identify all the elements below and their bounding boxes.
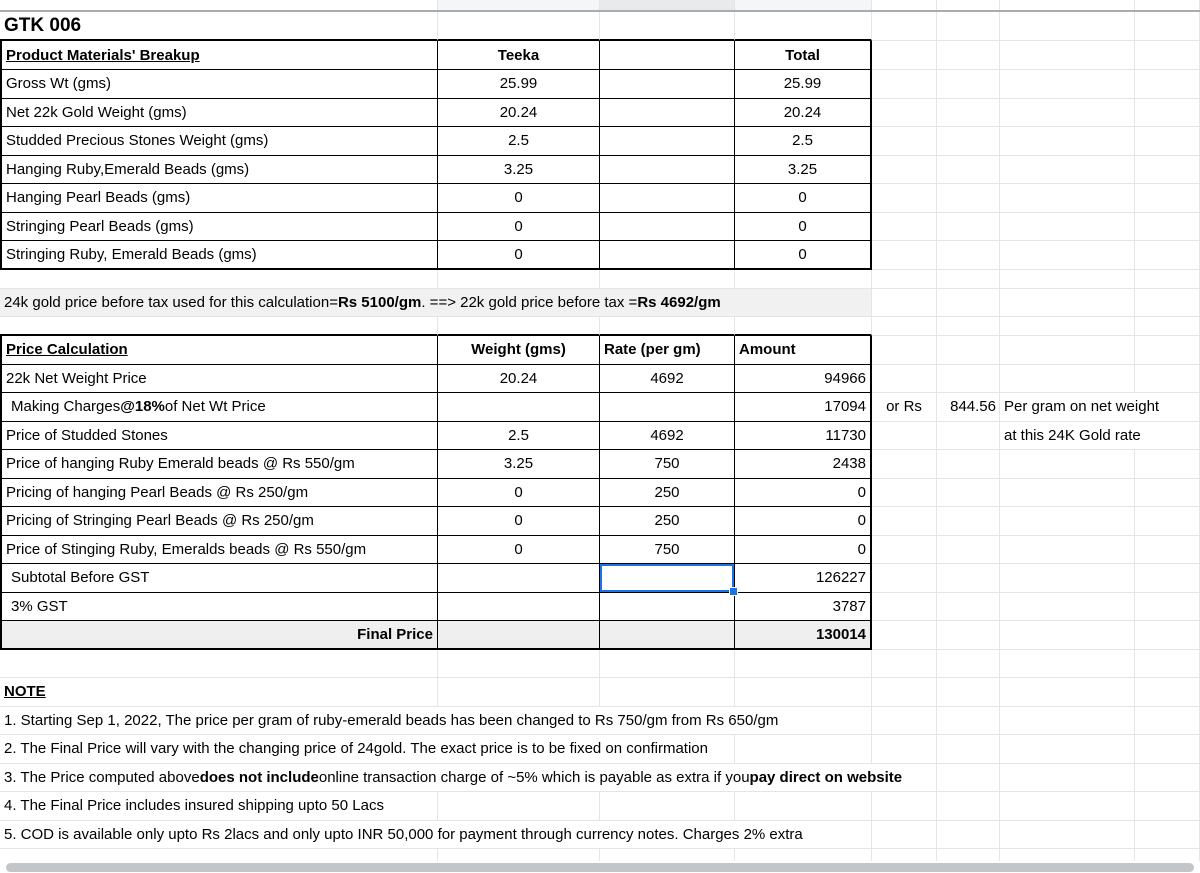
materials-row-total[interactable]: 3.25 xyxy=(735,156,872,185)
cell[interactable] xyxy=(1135,593,1200,622)
cell[interactable] xyxy=(438,792,600,821)
cell[interactable] xyxy=(872,317,937,336)
cell[interactable] xyxy=(1000,507,1135,536)
price-row-weight[interactable]: 20.24 xyxy=(438,365,600,394)
cell[interactable] xyxy=(937,289,1000,318)
cell[interactable] xyxy=(600,650,735,679)
side-note-line1: Per gram on net weight xyxy=(1000,393,1162,421)
materials-row-teeka[interactable]: 0 xyxy=(438,184,600,213)
cell[interactable] xyxy=(872,707,937,736)
cell[interactable] xyxy=(872,241,937,270)
cell[interactable] xyxy=(1000,764,1135,793)
cell[interactable] xyxy=(438,0,600,10)
note3-bold2: pay direct on website xyxy=(749,768,903,786)
cell[interactable] xyxy=(872,270,937,289)
making-charges-post: of Net Wt Price xyxy=(164,398,266,416)
price-row-amount[interactable]: 2438 xyxy=(735,450,872,479)
horizontal-scrollbar xyxy=(0,861,1200,873)
price-row-rate[interactable]: 750 xyxy=(600,450,735,479)
cell[interactable] xyxy=(937,821,1000,850)
materials-row xyxy=(0,127,1200,156)
cell[interactable] xyxy=(438,317,600,336)
cell[interactable] xyxy=(1135,479,1200,508)
cell[interactable] xyxy=(1000,70,1135,99)
price-row-label[interactable]: 22k Net Weight Price xyxy=(0,365,438,394)
cell[interactable] xyxy=(1135,213,1200,242)
cell[interactable] xyxy=(1135,70,1200,99)
cell[interactable] xyxy=(1000,621,1135,650)
note-cell[interactable] xyxy=(0,764,903,793)
side-note-line1-cell[interactable] xyxy=(1000,393,1160,422)
cell[interactable] xyxy=(438,393,600,422)
cell[interactable] xyxy=(872,678,937,707)
cell[interactable] xyxy=(1135,289,1200,318)
cell[interactable] xyxy=(1000,99,1135,128)
price-row-amount[interactable]: 17094 xyxy=(735,393,872,422)
price-row-amount[interactable]: 126227 xyxy=(735,564,872,593)
materials-header-teeka[interactable]: Teeka xyxy=(438,41,600,70)
cell[interactable] xyxy=(1000,289,1135,318)
cell[interactable] xyxy=(937,270,1000,289)
final-price-amount[interactable]: 130014 xyxy=(735,621,872,650)
cell[interactable] xyxy=(937,317,1000,336)
cell[interactable] xyxy=(937,336,1000,365)
cell[interactable] xyxy=(735,317,872,336)
cell[interactable] xyxy=(1135,650,1200,679)
cell[interactable] xyxy=(1135,422,1200,451)
cell[interactable] xyxy=(1135,12,1200,41)
cell[interactable] xyxy=(600,593,735,622)
cell[interactable] xyxy=(1000,536,1135,565)
note-text: 4. The Final Price includes insured shipping upto 50 Lacs xyxy=(0,792,387,820)
cell[interactable] xyxy=(1135,270,1200,289)
note-text xyxy=(0,764,905,792)
cell[interactable] xyxy=(937,70,1000,99)
price-header-amount[interactable]: Amount xyxy=(735,336,872,365)
cell[interactable] xyxy=(872,70,937,99)
cell[interactable] xyxy=(1000,678,1135,707)
cell[interactable] xyxy=(438,849,600,861)
cell[interactable] xyxy=(600,0,735,10)
cell[interactable] xyxy=(438,270,600,289)
cell[interactable] xyxy=(1000,365,1135,394)
cell[interactable] xyxy=(600,270,735,289)
cell[interactable] xyxy=(1000,650,1135,679)
cell[interactable] xyxy=(1135,99,1200,128)
cell[interactable] xyxy=(872,41,937,70)
cell[interactable] xyxy=(1135,317,1200,336)
cell[interactable] xyxy=(1135,536,1200,565)
cell[interactable] xyxy=(735,849,872,861)
materials-row xyxy=(0,184,1200,213)
selected-cell[interactable] xyxy=(600,564,735,593)
price-row xyxy=(0,479,1200,508)
cell[interactable] xyxy=(872,735,937,764)
cell[interactable] xyxy=(1000,241,1135,270)
note-cell[interactable] xyxy=(0,707,779,736)
gold-note-bold-24k: Rs 5100/gm xyxy=(337,293,422,311)
cell[interactable] xyxy=(937,479,1000,508)
cell[interactable] xyxy=(937,735,1000,764)
cell[interactable] xyxy=(937,41,1000,70)
cell[interactable] xyxy=(1000,184,1135,213)
cell[interactable] xyxy=(937,213,1000,242)
materials-row xyxy=(0,70,1200,99)
cell[interactable] xyxy=(937,764,1000,793)
materials-row-label[interactable]: Net 22k Gold Weight (gms) xyxy=(0,99,438,128)
cell[interactable] xyxy=(1000,479,1135,508)
cell[interactable] xyxy=(937,849,1000,861)
cell[interactable] xyxy=(937,621,1000,650)
cell[interactable] xyxy=(1135,156,1200,185)
cell[interactable] xyxy=(872,127,937,156)
materials-header-label[interactable]: Product Materials' Breakup xyxy=(0,41,438,70)
price-row-amount[interactable]: 0 xyxy=(735,479,872,508)
price-row-rate[interactable]: 250 xyxy=(600,479,735,508)
cell[interactable] xyxy=(600,678,735,707)
materials-row-total[interactable]: 0 xyxy=(735,241,872,270)
cell[interactable] xyxy=(600,41,735,70)
top-partial-row xyxy=(0,0,1200,10)
cell[interactable] xyxy=(872,450,937,479)
materials-row-total[interactable]: 2.5 xyxy=(735,127,872,156)
note-row xyxy=(0,735,1200,764)
price-header-row xyxy=(0,336,1200,365)
cell[interactable] xyxy=(1000,336,1135,365)
cell[interactable] xyxy=(937,507,1000,536)
cell[interactable] xyxy=(600,156,735,185)
note-text: 5. COD is available only upto Rs 2lacs and only upto INR 50,000 for payment through currency notes. Charges 2% extra xyxy=(0,821,806,849)
empty-row xyxy=(0,270,1200,289)
cell[interactable] xyxy=(872,365,937,394)
note3-mid: online transaction charge of ~5% which is payable as extra if you xyxy=(318,768,750,786)
cell[interactable] xyxy=(872,792,937,821)
cell[interactable] xyxy=(1000,317,1135,336)
cell[interactable] xyxy=(600,393,735,422)
price-row-weight[interactable]: 0 xyxy=(438,507,600,536)
cell[interactable] xyxy=(438,593,600,622)
cell[interactable] xyxy=(872,99,937,128)
cell[interactable] xyxy=(1135,707,1200,736)
price-row-rate[interactable]: 4692 xyxy=(600,422,735,451)
note-text: 1. Starting Sep 1, 2022, The price per gram of ruby-emerald beads has been changed to Rs 750/gm from Rs 650/gm xyxy=(0,707,781,735)
price-row-weight[interactable]: 2.5 xyxy=(438,422,600,451)
note-row xyxy=(0,764,1200,793)
cell[interactable] xyxy=(600,127,735,156)
gold-note-bold-22k: Rs 4692/gm xyxy=(637,293,721,311)
price-row xyxy=(0,450,1200,479)
price-row-label[interactable]: Price of Stinging Ruby, Emeralds beads @ Rs 550/gm xyxy=(0,536,438,565)
cell[interactable] xyxy=(735,678,872,707)
cell[interactable] xyxy=(735,792,872,821)
cell[interactable] xyxy=(1000,213,1135,242)
cell[interactable] xyxy=(1135,507,1200,536)
price-row-label[interactable]: Pricing of Stringing Pearl Beads @ Rs 250/gm xyxy=(0,507,438,536)
note-text: 2. The Final Price will vary with the changing price of 24gold. The exact price is to be fixed on confirmation xyxy=(0,735,711,763)
empty-row xyxy=(0,317,1200,336)
materials-row-teeka[interactable]: 0 xyxy=(438,241,600,270)
materials-row xyxy=(0,241,1200,270)
note-cell[interactable] xyxy=(0,735,708,764)
note-cell[interactable] xyxy=(0,792,438,821)
cell[interactable] xyxy=(1135,735,1200,764)
gold-price-note-row xyxy=(0,289,1200,318)
materials-row xyxy=(0,213,1200,242)
cell[interactable] xyxy=(872,336,937,365)
cell[interactable] xyxy=(600,70,735,99)
note-heading[interactable]: NOTE xyxy=(0,678,438,707)
price-header-label[interactable]: Price Calculation xyxy=(0,336,438,365)
materials-row-label[interactable]: Stringing Ruby, Emerald Beads (gms) xyxy=(0,241,438,270)
cell[interactable] xyxy=(1135,127,1200,156)
cell[interactable] xyxy=(872,650,937,679)
cell[interactable] xyxy=(872,289,937,318)
price-row-rate[interactable]: 750 xyxy=(600,536,735,565)
gold-note-pre: 24k gold price before tax used for this calculation= xyxy=(4,293,338,311)
materials-row xyxy=(0,156,1200,185)
cell[interactable] xyxy=(1135,450,1200,479)
note-row xyxy=(0,792,1200,821)
cell[interactable] xyxy=(1000,849,1135,861)
cell[interactable] xyxy=(0,849,438,861)
cell[interactable] xyxy=(937,536,1000,565)
cell[interactable] xyxy=(600,12,735,41)
cell[interactable] xyxy=(1135,849,1200,861)
note3-bold1: does not include xyxy=(199,768,319,786)
cell[interactable] xyxy=(1135,564,1200,593)
cell[interactable] xyxy=(1000,270,1135,289)
cell[interactable] xyxy=(438,678,600,707)
cell[interactable] xyxy=(872,156,937,185)
cell[interactable] xyxy=(735,289,872,318)
cell[interactable] xyxy=(438,621,600,650)
cell[interactable] xyxy=(1000,707,1135,736)
cell[interactable] xyxy=(937,241,1000,270)
fill-handle[interactable] xyxy=(729,587,738,596)
side-note-per-gram-value[interactable]: 844.56 xyxy=(937,393,1000,422)
price-row-weight[interactable]: 3.25 xyxy=(438,450,600,479)
materials-header-row xyxy=(0,41,1200,70)
cell[interactable] xyxy=(600,99,735,128)
price-row xyxy=(0,422,1200,451)
price-row-amount[interactable]: 94966 xyxy=(735,365,872,394)
cell[interactable] xyxy=(937,0,1000,10)
cell[interactable] xyxy=(1135,621,1200,650)
making-charges-pct: @18% xyxy=(120,398,165,416)
cell[interactable] xyxy=(872,213,937,242)
making-charges-pre: Making Charges xyxy=(11,398,121,416)
side-note-line2: at this 24K Gold rate xyxy=(1000,422,1144,450)
sheet-title: GTK 006 xyxy=(4,14,82,36)
materials-row xyxy=(0,99,1200,128)
cell[interactable] xyxy=(872,621,937,650)
scrollbar-thumb[interactable] xyxy=(6,863,1194,872)
cell[interactable] xyxy=(600,849,735,861)
side-note-line2-cell[interactable] xyxy=(1000,422,1141,451)
materials-row-teeka[interactable]: 2.5 xyxy=(438,127,600,156)
cell[interactable] xyxy=(937,422,1000,451)
cell[interactable] xyxy=(872,593,937,622)
side-note-or-rs[interactable]: or Rs xyxy=(872,393,937,422)
price-row-amount[interactable]: 3787 xyxy=(735,593,872,622)
price-row-label[interactable]: Price of Studded Stones xyxy=(0,422,438,451)
note3-pre: 3. The Price computed above xyxy=(4,768,200,786)
cell[interactable] xyxy=(872,0,937,10)
cell[interactable] xyxy=(1135,365,1200,394)
price-row-subtotal xyxy=(0,564,1200,593)
price-row-rate[interactable]: 250 xyxy=(600,507,735,536)
cell[interactable] xyxy=(1000,12,1135,41)
price-row-label[interactable]: Subtotal Before GST xyxy=(0,564,438,593)
cell[interactable] xyxy=(872,507,937,536)
cell[interactable] xyxy=(937,156,1000,185)
materials-row-label[interactable]: Hanging Pearl Beads (gms) xyxy=(0,184,438,213)
price-row-amount[interactable]: 0 xyxy=(735,536,872,565)
cell[interactable] xyxy=(1135,764,1200,793)
cell[interactable] xyxy=(600,621,735,650)
price-row-final xyxy=(0,621,1200,650)
cell[interactable] xyxy=(1000,593,1135,622)
note-heading-row xyxy=(0,678,1200,707)
cell[interactable] xyxy=(1000,0,1135,10)
price-row-rate[interactable]: 4692 xyxy=(600,365,735,394)
cell[interactable] xyxy=(1000,735,1135,764)
cell[interactable] xyxy=(937,564,1000,593)
final-price-label[interactable]: Final Price xyxy=(0,621,438,650)
price-row-label[interactable]: 3% GST xyxy=(0,593,438,622)
cell[interactable] xyxy=(438,650,600,679)
cell[interactable] xyxy=(937,450,1000,479)
cell[interactable] xyxy=(1000,564,1135,593)
cell[interactable] xyxy=(1000,41,1135,70)
materials-row-label[interactable]: Hanging Ruby,Emerald Beads (gms) xyxy=(0,156,438,185)
cell[interactable] xyxy=(1135,792,1200,821)
materials-row-teeka[interactable]: 20.24 xyxy=(438,99,600,128)
sheet-title-cell[interactable] xyxy=(0,12,438,41)
materials-row-total[interactable]: 0 xyxy=(735,184,872,213)
cell[interactable] xyxy=(937,127,1000,156)
price-row-making-charges xyxy=(0,393,1200,422)
cell[interactable] xyxy=(937,650,1000,679)
cell[interactable] xyxy=(937,593,1000,622)
cell[interactable] xyxy=(0,0,438,10)
price-row-weight[interactable]: 0 xyxy=(438,536,600,565)
materials-row-total[interactable]: 0 xyxy=(735,213,872,242)
cell[interactable] xyxy=(735,0,872,10)
cell[interactable] xyxy=(0,317,438,336)
cell[interactable] xyxy=(1135,821,1200,850)
materials-row-label[interactable]: Studded Precious Stones Weight (gms) xyxy=(0,127,438,156)
gold-price-note-text xyxy=(0,289,724,317)
price-row xyxy=(0,536,1200,565)
cell[interactable] xyxy=(1135,241,1200,270)
cell[interactable] xyxy=(937,792,1000,821)
price-row-gst xyxy=(0,593,1200,622)
cell[interactable] xyxy=(937,99,1000,128)
empty-row xyxy=(0,650,1200,679)
cell[interactable] xyxy=(872,422,937,451)
note-cell[interactable] xyxy=(0,821,803,850)
price-row-weight[interactable]: 0 xyxy=(438,479,600,508)
price-header-weight[interactable]: Weight (gms) xyxy=(438,336,600,365)
gold-price-note-cell[interactable] xyxy=(0,289,721,318)
cell[interactable] xyxy=(438,564,600,593)
cell[interactable] xyxy=(1000,156,1135,185)
title-row xyxy=(0,12,1200,41)
cell[interactable] xyxy=(600,241,735,270)
cell[interactable] xyxy=(735,270,872,289)
cell[interactable] xyxy=(735,650,872,679)
cell[interactable] xyxy=(872,536,937,565)
materials-row-teeka[interactable]: 25.99 xyxy=(438,70,600,99)
cell[interactable] xyxy=(937,12,1000,41)
selection-border xyxy=(600,564,734,592)
cell[interactable] xyxy=(1000,792,1135,821)
cell[interactable] xyxy=(1135,41,1200,70)
gold-note-mid: . ==> 22k gold price before tax = xyxy=(421,293,638,311)
cell[interactable] xyxy=(1135,336,1200,365)
cell[interactable] xyxy=(1135,0,1200,10)
price-header-rate[interactable]: Rate (per gm) xyxy=(600,336,735,365)
materials-row-total[interactable]: 20.24 xyxy=(735,99,872,128)
materials-row-total[interactable]: 25.99 xyxy=(735,70,872,99)
price-row-amount[interactable]: 0 xyxy=(735,507,872,536)
cell[interactable] xyxy=(1000,821,1135,850)
cell[interactable] xyxy=(1000,450,1135,479)
cell[interactable] xyxy=(937,678,1000,707)
note-row xyxy=(0,707,1200,736)
cell[interactable] xyxy=(872,849,937,861)
cell[interactable] xyxy=(872,12,937,41)
materials-row-label[interactable]: Gross Wt (gms) xyxy=(0,70,438,99)
cell[interactable] xyxy=(872,479,937,508)
materials-row-teeka[interactable]: 3.25 xyxy=(438,156,600,185)
price-row-amount[interactable]: 11730 xyxy=(735,422,872,451)
cell[interactable] xyxy=(1000,127,1135,156)
cell[interactable] xyxy=(438,12,600,41)
cell[interactable] xyxy=(0,270,438,289)
materials-row-teeka[interactable]: 0 xyxy=(438,213,600,242)
price-row-label[interactable] xyxy=(0,393,438,422)
price-row xyxy=(0,507,1200,536)
cell[interactable] xyxy=(937,365,1000,394)
cell[interactable] xyxy=(872,821,937,850)
cell[interactable] xyxy=(600,184,735,213)
cell[interactable] xyxy=(735,735,872,764)
price-row-label[interactable]: Pricing of hanging Pearl Beads @ Rs 250/gm xyxy=(0,479,438,508)
cell[interactable] xyxy=(600,792,735,821)
cell[interactable] xyxy=(937,184,1000,213)
bottom-partial-row xyxy=(0,849,1200,861)
cell[interactable] xyxy=(872,184,937,213)
cell[interactable] xyxy=(872,564,937,593)
cell[interactable] xyxy=(600,317,735,336)
price-row xyxy=(0,365,1200,394)
cell[interactable] xyxy=(0,650,438,679)
cell[interactable] xyxy=(1135,678,1200,707)
cell[interactable] xyxy=(735,12,872,41)
cell[interactable] xyxy=(600,213,735,242)
materials-header-total[interactable]: Total xyxy=(735,41,872,70)
cell[interactable] xyxy=(1135,184,1200,213)
materials-row-label[interactable]: Stringing Pearl Beads (gms) xyxy=(0,213,438,242)
cell[interactable] xyxy=(937,707,1000,736)
price-row-label[interactable]: Price of hanging Ruby Emerald beads @ Rs 550/gm xyxy=(0,450,438,479)
note-row xyxy=(0,821,1200,850)
